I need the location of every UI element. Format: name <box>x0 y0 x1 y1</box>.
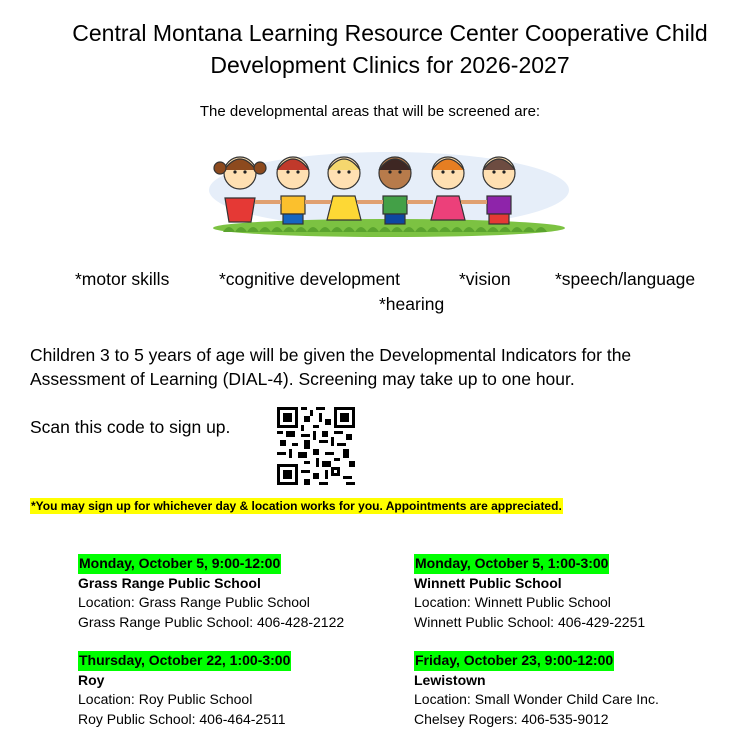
title-line-1: Central Montana Learning Resource Center Cooperative Child <box>72 20 708 46</box>
scan-label: Scan this code to sign up. <box>30 417 231 437</box>
clinic-venue: Grass Range Public School <box>78 574 261 591</box>
clinic-venue: Lewistown <box>414 671 486 688</box>
area-vision: *vision <box>459 269 511 289</box>
clinic-lewistown <box>414 651 659 729</box>
clinic-venue: Winnett Public School <box>414 574 562 591</box>
area-hearing: *hearing <box>379 294 445 314</box>
signup-note: *You may sign up for whichever day & location works for you. Appointments are appreciated. <box>31 499 562 513</box>
area-cognitive-development: *cognitive development <box>219 269 400 289</box>
children-holding-hands-icon <box>203 140 575 240</box>
clinic-winnett <box>414 554 645 632</box>
clinic-phone: Grass Range Public School: 406-428-2122 <box>78 613 345 630</box>
screening-description <box>30 343 710 391</box>
clinic-date: Monday, October 5, 1:00-3:00 <box>414 554 609 574</box>
description-line-2: Assessment of Learning (DIAL-4). Screening may take up to one hour. <box>30 369 575 389</box>
area-motor-skills: *motor skills <box>75 269 170 289</box>
clinic-phone: Chelsey Rogers: 406-535-9012 <box>414 710 609 727</box>
clinic-date: Monday, October 5, 9:00-12:00 <box>78 554 281 574</box>
title-line-2: Development Clinics for 2026-2027 <box>210 52 570 78</box>
clinic-phone: Winnett Public School: 406-429-2251 <box>414 613 646 630</box>
clinic-location: Location: Winnett Public School <box>414 594 611 610</box>
clinic-grass-range <box>78 554 344 632</box>
clinic-date: Thursday, October 22, 1:00-3:00 <box>78 651 291 671</box>
qr-code-icon[interactable] <box>277 407 355 485</box>
clinic-phone: Roy Public School: 406-464-2511 <box>78 710 286 727</box>
clinic-location: Location: Roy Public School <box>78 691 253 707</box>
clinic-location: Location: Grass Range Public School <box>78 594 310 610</box>
description-line-1: Children 3 to 5 years of age will be given the Developmental Indicators for the <box>30 345 632 365</box>
subtitle: The developmental areas that will be screened are: <box>199 103 541 120</box>
clinic-venue: Roy <box>78 671 105 688</box>
page-title <box>40 17 740 81</box>
clinic-roy <box>78 651 291 729</box>
area-speech-language: *speech/language <box>555 269 696 289</box>
clinic-date: Friday, October 23, 9:00-12:00 <box>414 651 614 671</box>
clinic-location: Location: Small Wonder Child Care Inc. <box>414 691 659 707</box>
